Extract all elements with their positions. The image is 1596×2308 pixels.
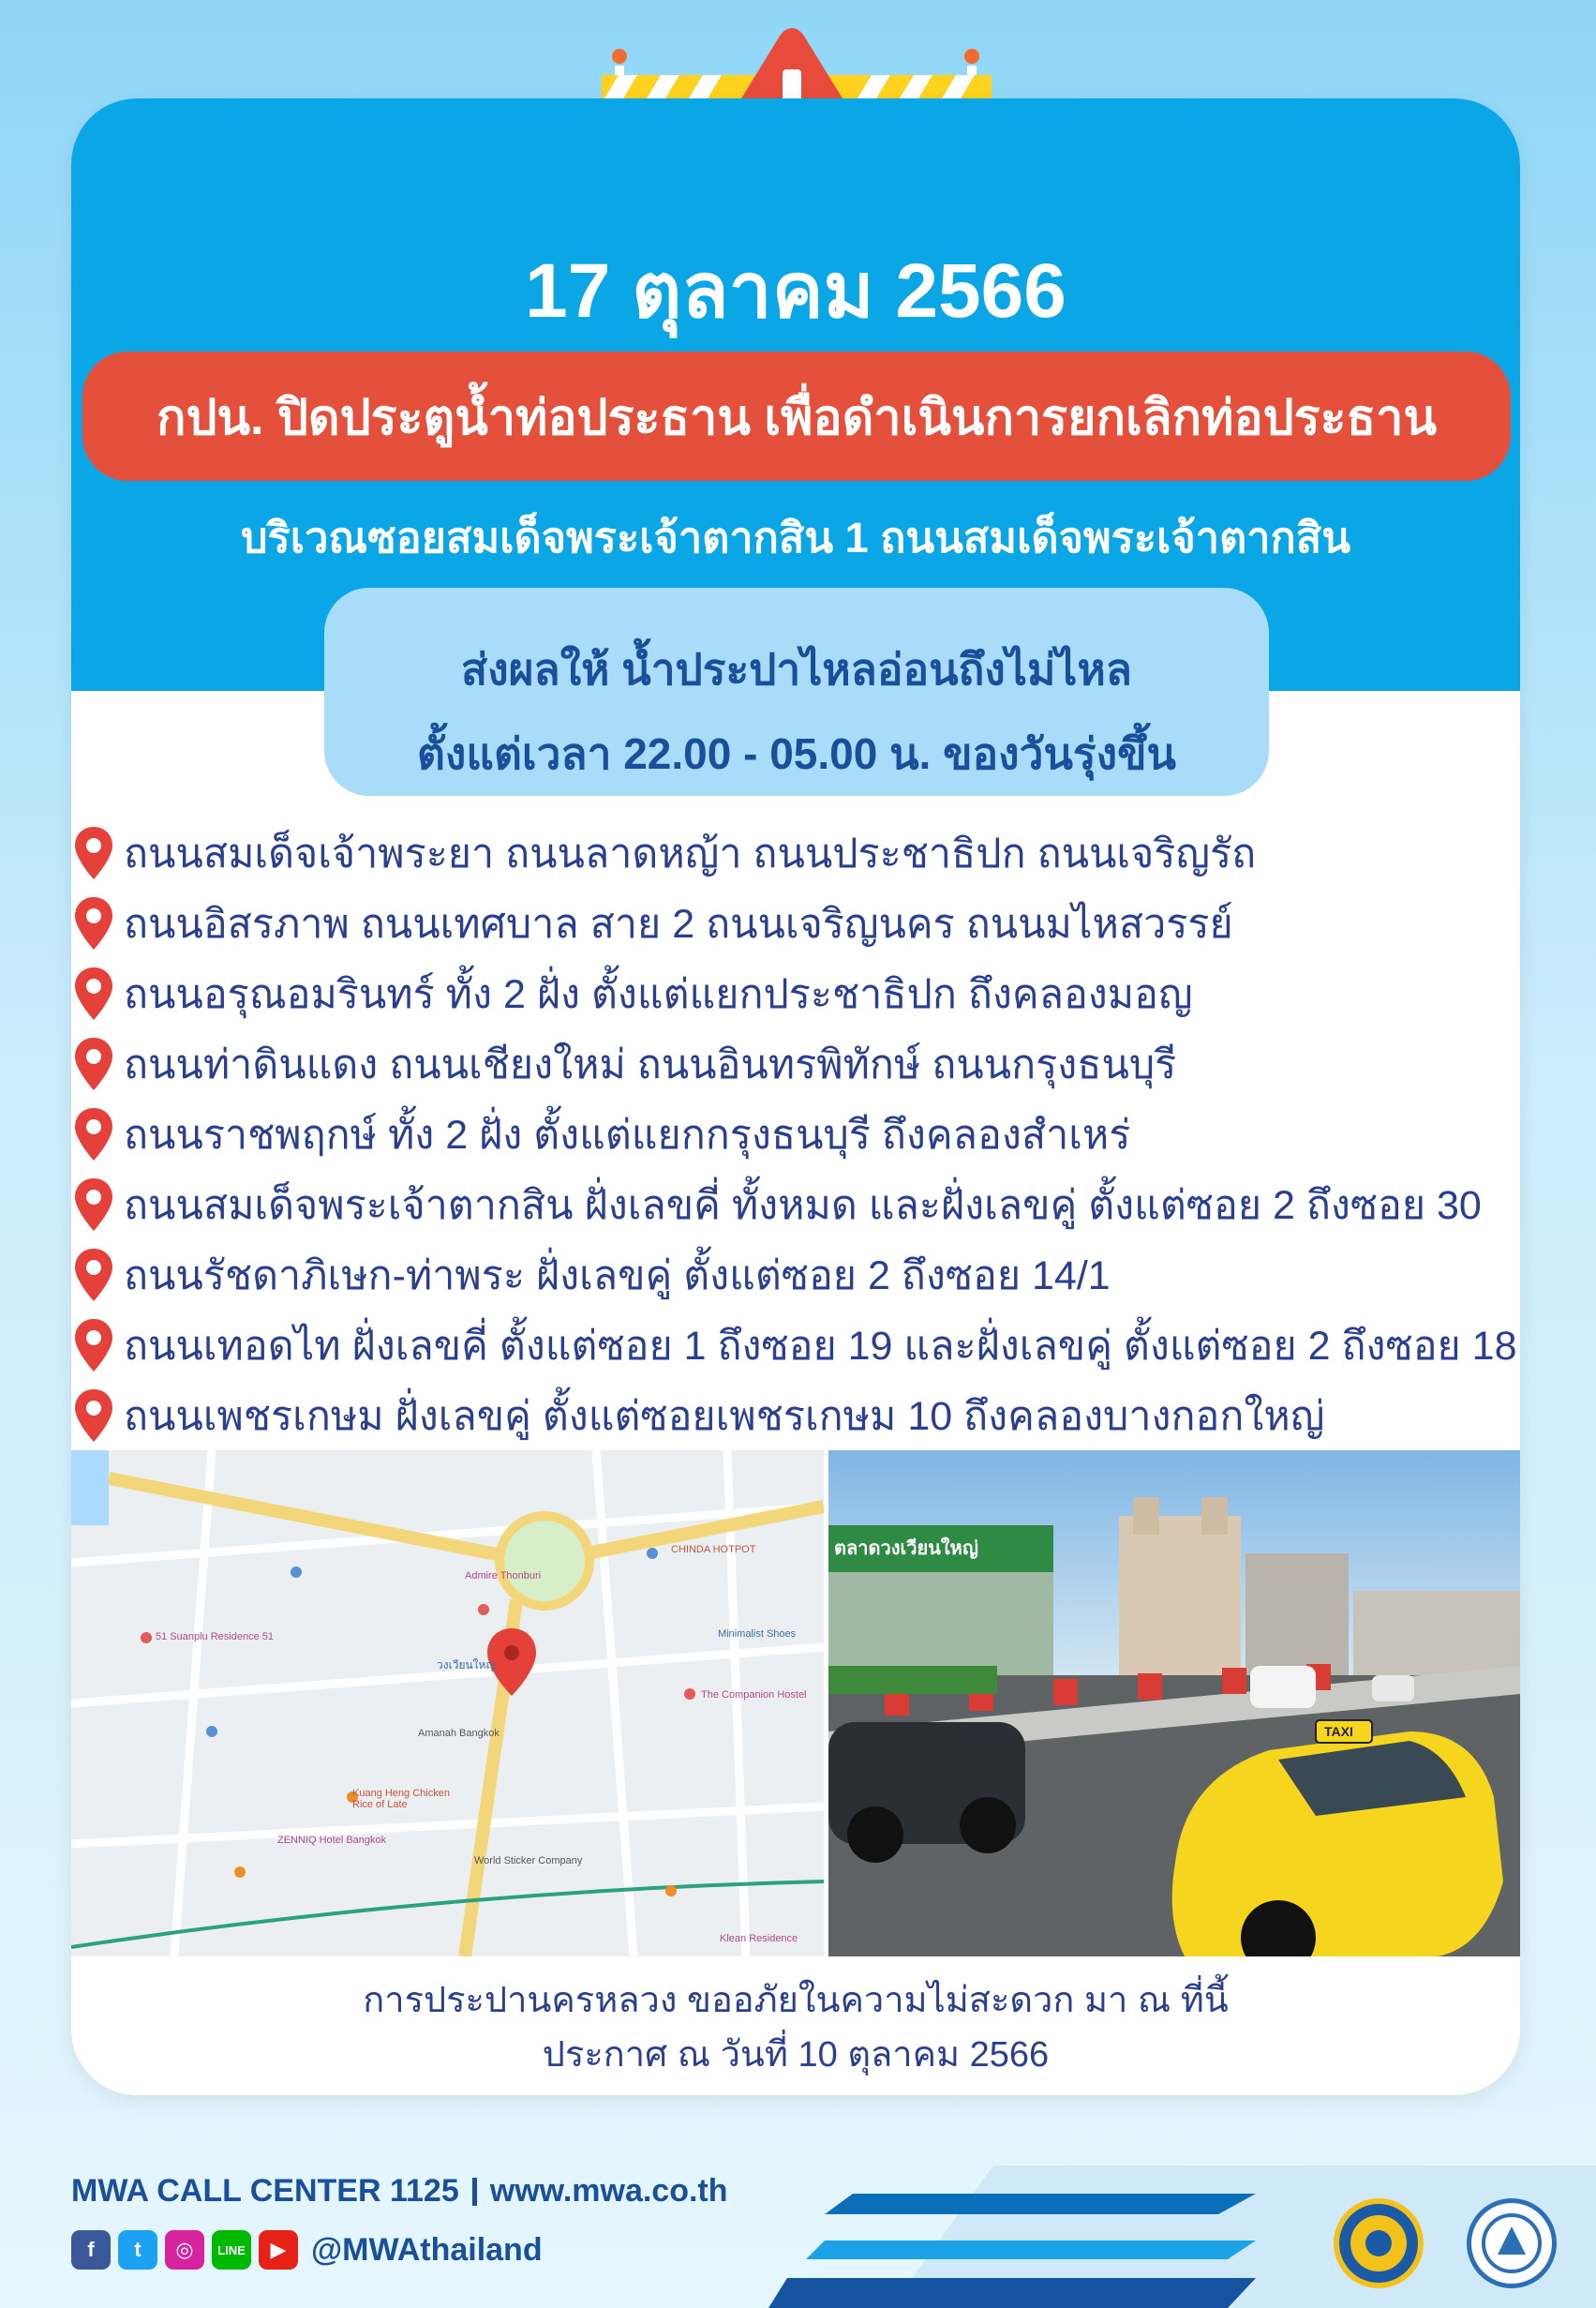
list-item bbox=[71, 1172, 1482, 1237]
map-label-china: CHINDA HOTPOT bbox=[671, 1544, 756, 1555]
facebook-icon[interactable]: f bbox=[71, 2230, 111, 2270]
list-item bbox=[71, 820, 1256, 886]
map-label-minimalist: Minimalist Shoes bbox=[718, 1628, 797, 1640]
twitter-icon[interactable]: t bbox=[118, 2230, 157, 2270]
call-center-row bbox=[71, 2173, 821, 2210]
map-graphic bbox=[71, 1450, 824, 1956]
area-text: ถนนรัชดาภิเษก-ท่าพระ ฝั่งเลขคู่ ตั้งแต่ซอย 2 ถึงซอย 14/1 bbox=[124, 1253, 1111, 1298]
map-label-companion: The Companion Hostel bbox=[701, 1689, 807, 1701]
instagram-icon[interactable]: ◎ bbox=[165, 2230, 204, 2270]
street-photo bbox=[828, 1450, 1520, 1956]
line-icon[interactable]: LINE bbox=[212, 2230, 251, 2270]
location-pin-icon bbox=[71, 1247, 116, 1303]
area-map[interactable] bbox=[71, 1450, 824, 1956]
map-label-zenniq: ZENNIQ Hotel Bangkok bbox=[277, 1835, 387, 1846]
divider bbox=[472, 2178, 477, 2206]
list-item bbox=[71, 1383, 1324, 1448]
map-label-residence: 51 Suanplu Residence 51 bbox=[156, 1631, 274, 1642]
list-item bbox=[71, 961, 1193, 1027]
area-text: ถนนอิสรภาพ ถนนเทศบาล สาย 2 ถนนเจริญนคร ถนนมไหสวรรย์ bbox=[124, 902, 1233, 947]
social-row bbox=[71, 2230, 821, 2270]
location-pin-icon bbox=[71, 825, 116, 881]
notice-date: 17 ตุลาคม 2566 bbox=[525, 248, 1066, 334]
map-label-klean: Klean Residence bbox=[720, 1933, 798, 1944]
taxi-sign-text: TAXI bbox=[1324, 1724, 1353, 1739]
location-text: บริเวณซอยสมเด็จพระเจ้าตากสิน 1 ถนนสมเด็จพระเจ้าตากสิน bbox=[240, 514, 1351, 562]
social-handle: @MWAthailand bbox=[311, 2231, 543, 2268]
headline-banner bbox=[82, 352, 1511, 481]
list-item bbox=[71, 891, 1233, 956]
map-label-kuang: Kuang Heng Chicken Rice of Late bbox=[352, 1788, 450, 1810]
street-illustration bbox=[828, 1450, 1520, 1956]
effect-box bbox=[324, 588, 1269, 796]
announced-date: ประกาศ ณ วันที่ 10 ตุลาคม 2566 bbox=[542, 2035, 1050, 2075]
footer-note bbox=[71, 1973, 1520, 2082]
map-label-amanah: Amanah Bangkok bbox=[418, 1728, 500, 1739]
area-text: ถนนท่าดินแดง ถนนเชียงใหม่ ถนนอินทรพิทักษ์ ถนนกรุงธนบุรี bbox=[124, 1042, 1177, 1087]
location-pin-icon bbox=[71, 1387, 116, 1444]
location-pin-icon bbox=[71, 1317, 116, 1373]
shop-sign-text: ตลาดวงเวียนใหญ่ bbox=[834, 1538, 978, 1559]
youtube-icon[interactable]: ▶ bbox=[259, 2230, 298, 2270]
area-text: ถนนสมเด็จเจ้าพระยา ถนนลาดหญ้า ถนนประชาธิปก ถนนเจริญรัถ bbox=[124, 832, 1257, 877]
area-text: ถนนราชพฤกษ์ ทั้ง 2 ฝั่ง ตั้งแต่แยกกรุงธนบุรี ถึงคลองสำเหร่ bbox=[124, 1113, 1131, 1158]
list-item bbox=[71, 1102, 1130, 1167]
area-text: ถนนอรุณอมรินทร์ ทั้ง 2 ฝั่ง ตั้งแต่แยกประชาธิปก ถึงคลองมอญ bbox=[124, 972, 1193, 1017]
location-pin-icon bbox=[71, 1176, 116, 1233]
headline-text: กปน. ปิดประตูน้ำท่อประธาน เพื่อดำเนินการยกเลิกท่อประธาน bbox=[156, 390, 1438, 445]
map-label-world: World Sticker Company bbox=[474, 1855, 583, 1866]
list-item bbox=[71, 1312, 1517, 1378]
location-pin-icon bbox=[71, 966, 116, 1022]
area-text: ถนนเพชรเกษม ฝั่งเลขคู่ ตั้งแต่ซอยเพชรเกษม 10 ถึงคลองบางกอกใหญ่ bbox=[124, 1394, 1325, 1439]
location-pin-icon bbox=[71, 895, 116, 952]
area-text: ถนนสมเด็จพระเจ้าตากสิน ฝั่งเลขคี่ ทั้งหมด และฝั่งเลขคู่ ตั้งแต่ซอย 2 ถึงซอย 30 bbox=[124, 1183, 1482, 1228]
map-label-hotel: Admire Thonburi bbox=[465, 1570, 542, 1581]
ministry-logo bbox=[1467, 2198, 1557, 2288]
website-link[interactable]: www.mwa.co.th bbox=[489, 2173, 728, 2209]
area-text: ถนนเทอดไท ฝั่งเลขคี่ ตั้งแต่ซอย 1 ถึงซอย 19 และฝั่งเลขคู่ ตั้งแต่ซอย 2 ถึงซอย 18 bbox=[124, 1324, 1517, 1369]
notice-card bbox=[71, 98, 1520, 2095]
effect-line-1: ส่งผลให้ น้ำประปาไหลอ่อนถึงไม่ไหล bbox=[461, 645, 1132, 694]
contact-block bbox=[71, 2173, 821, 2270]
mwa-logo bbox=[1334, 2198, 1424, 2288]
list-item bbox=[71, 1242, 1111, 1308]
list-item bbox=[71, 1031, 1176, 1097]
location-pin-icon bbox=[71, 1106, 116, 1162]
map-label-circle: วงเวียนใหญ่ bbox=[437, 1658, 496, 1671]
call-center-text: MWA CALL CENTER 1125 bbox=[71, 2173, 459, 2209]
location-pin-icon bbox=[71, 1036, 116, 1092]
effect-line-2: ตั้งแต่เวลา 22.00 - 05.00 น. ของวันรุ่งขึ้น bbox=[417, 729, 1176, 778]
apology-text: การประปานครหลวง ขออภัยในความไม่สะดวก มา ณ ที่นี้ bbox=[363, 1981, 1229, 2020]
